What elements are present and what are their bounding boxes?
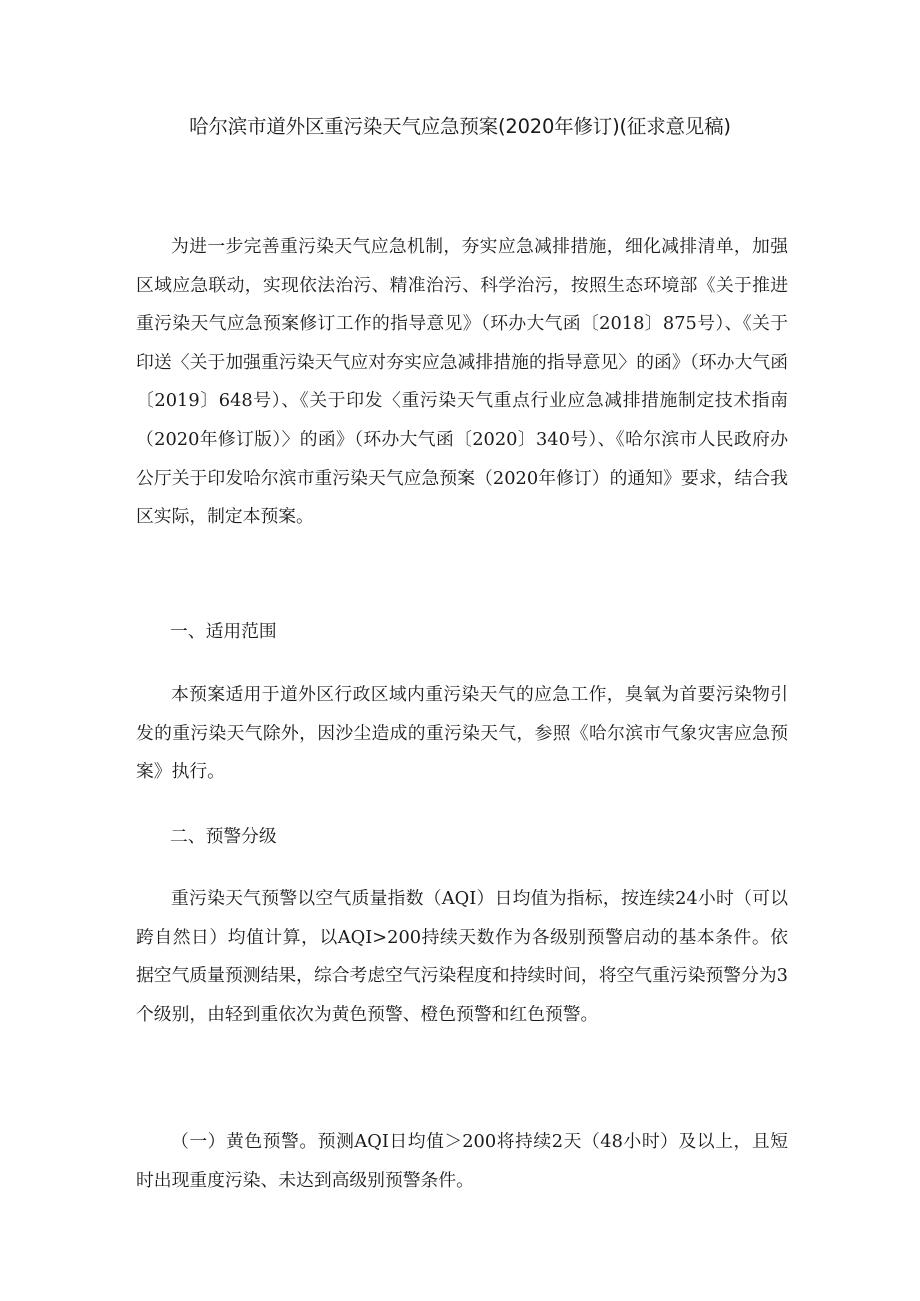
section-heading-scope: 一、适用范围	[170, 621, 277, 642]
intro-paragraph: 为进一步完善重污染天气应急机制，夯实应急减排措施，细化减排清单，加强区域应急联动，实现依法治污、精准治污、科学治污，按照生态环境部《关于推进重污染天气应急预案修订工作的指导意见》（环办大气函〔2018〕875号）、《关于印送〈关于加强重污染天气应对夯实应急减排措施的指导意见〉的函》（环办大气函〔2019〕648号）、《关于印发〈重污染天气重点行业应急减排措施制定技术指南（2020年修订版）〉的函》（环办大气函〔2020〕340号）、《哈尔滨市人民政府办公厅关于印发哈尔滨市重污染天气应急预案（2020年修订）的通知》要求，结合我区实际，制定本预案。	[136, 236, 788, 528]
warning-levels-paragraph: 重污染天气预警以空气质量指数（AQI）日均值为指标，按连续24小时（可以跨自然日）均值计算，以AQI>200持续天数作为各级别预警启动的基本条件。依据空气质量预测结果，综合考虑空气污染程度和持续时间，将空气重污染预警分为3个级别，由轻到重依次为黄色预警、橙色预警和红色预警。	[136, 888, 788, 1025]
document-title: 哈尔滨市道外区重污染天气应急预案(2020年修订)(征求意见稿)	[189, 115, 731, 138]
scope-paragraph: 本预案适用于道外区行政区域内重污染天气的应急工作，臭氧为首要污染物引发的重污染天气除外，因沙尘造成的重污染天气，参照《哈尔滨市气象灾害应急预案》执行。	[136, 684, 788, 783]
yellow-warning-paragraph: （一）黄色预警。预测AQI日均值＞200将持续2天（48小时）及以上，且短时出现重度污染、未达到高级别预警条件。	[136, 1131, 788, 1191]
section-heading-warning-levels: 二、预警分级	[170, 826, 277, 847]
